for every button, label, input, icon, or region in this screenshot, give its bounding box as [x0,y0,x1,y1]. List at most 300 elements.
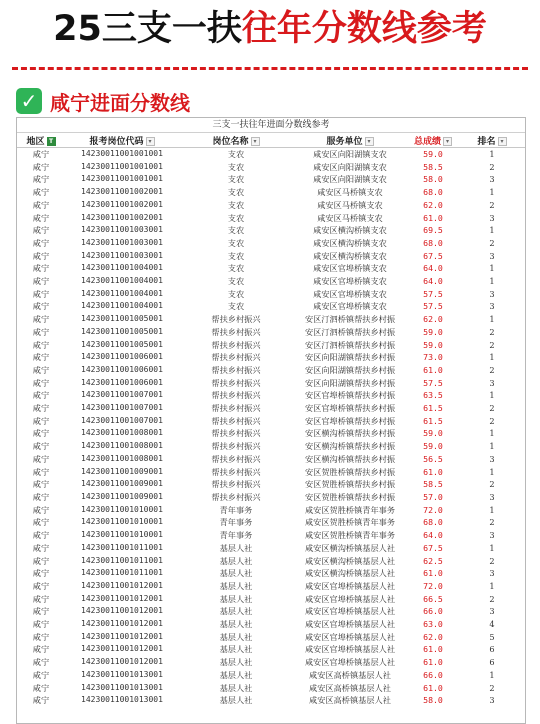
cell-region[interactable]: 咸宁 [32,415,50,426]
cell-region[interactable]: 咸宁 [32,555,50,566]
cell-score[interactable]: 72.0 [423,580,443,591]
cell-score[interactable]: 72.0 [423,504,443,515]
cell-rank[interactable]: 3 [489,606,495,617]
cell-region[interactable]: 咸宁 [32,250,50,261]
cell-region[interactable]: 咸宁 [32,504,50,515]
cell-region[interactable]: 咸宁 [32,288,50,299]
cell-position[interactable]: 基层人社 [219,580,253,591]
cell-code[interactable]: 14230011001001001 [81,149,163,158]
cell-rank[interactable]: 2 [489,326,495,337]
cell-position[interactable]: 帮扶乡村振兴 [211,491,261,502]
table-row [17,682,525,695]
cell-position[interactable]: 支农 [227,149,245,159]
cell-rank[interactable]: 1 [489,149,495,159]
table-row [17,567,525,580]
cell-code[interactable]: 14230011001006001 [81,364,163,374]
cell-unit[interactable]: 咸安区向阳湖镇支农 [313,149,387,159]
cell-unit[interactable]: 咸安区马桥镇支农 [317,187,383,198]
cell-rank[interactable]: 2 [489,415,495,426]
cell-region[interactable]: 咸宁 [32,669,50,680]
cell-position[interactable]: 青年事务 [219,530,253,541]
cell-region[interactable]: 咸宁 [32,377,50,388]
cell-unit[interactable]: 咸安区马桥镇支农 [317,199,383,210]
cell-score[interactable]: 61.0 [423,644,443,655]
cell-rank[interactable]: 3 [489,530,495,541]
cell-code[interactable]: 14230011001004001 [81,288,163,298]
cell-code[interactable]: 14230011001003001 [81,250,163,260]
filter-icon[interactable]: T [47,137,56,146]
table-row [17,339,525,352]
cell-position[interactable]: 基层人社 [219,631,253,642]
cell-rank[interactable]: 1 [489,580,495,591]
cell-code[interactable]: 14230011001012001 [81,606,163,616]
cell-code[interactable]: 14230011001005001 [81,314,163,324]
cell-unit[interactable]: 咸安区高桥镇基层人社 [309,682,391,693]
cell-position[interactable]: 青年事务 [219,504,253,515]
cell-code[interactable]: 14230011001007001 [81,403,163,413]
cell-region[interactable]: 咸宁 [32,453,50,464]
cell-rank[interactable]: 3 [489,288,495,299]
cell-code[interactable]: 14230011001007001 [81,415,163,425]
cell-code[interactable]: 14230011001005001 [81,326,163,336]
cell-score[interactable]: 58.0 [423,174,443,185]
cell-score[interactable]: 73.0 [423,352,443,363]
cell-unit[interactable]: 安区官埠桥镇帮扶乡村振 [304,415,396,426]
cell-score[interactable]: 63.5 [423,390,443,401]
cell-position[interactable]: 帮扶乡村振兴 [211,403,261,414]
cell-unit[interactable]: 安区贺胜桥镇帮扶乡村振 [304,466,396,477]
cell-region[interactable]: 咸宁 [32,479,50,490]
cell-unit[interactable]: 安区贺胜桥镇帮扶乡村振 [304,491,396,502]
cell-position[interactable]: 支农 [227,212,245,223]
cell-region[interactable]: 咸宁 [32,593,50,604]
cell-unit[interactable]: 咸安区官埠桥镇基层人社 [304,580,396,591]
cell-unit[interactable]: 安区向阳湖镇帮扶乡村振 [304,377,396,388]
table-row [17,212,525,225]
cell-rank[interactable]: 1 [489,542,495,553]
cell-unit[interactable]: 咸安区高桥镇基层人社 [309,695,391,706]
cell-position[interactable]: 支农 [227,301,245,312]
cell-score[interactable]: 68.0 [423,187,443,198]
cell-unit[interactable]: 咸安区官埠桥镇基层人社 [304,593,396,604]
cell-unit[interactable]: 咸安区官埠桥镇支农 [313,301,387,312]
cell-score[interactable]: 61.0 [423,568,443,579]
cell-score[interactable]: 56.5 [423,453,443,464]
cell-code[interactable]: 14230011001011001 [81,542,163,552]
cell-position[interactable]: 帮扶乡村振兴 [211,466,261,477]
cell-score[interactable]: 57.0 [423,491,443,502]
column-header-unit[interactable] [293,133,407,148]
cell-unit[interactable]: 咸安区官埠桥镇基层人社 [304,631,396,642]
cell-region[interactable]: 咸宁 [32,568,50,579]
cell-rank[interactable]: 6 [489,657,495,668]
cell-code[interactable]: 14230011001003001 [81,237,163,247]
cell-score[interactable]: 57.5 [423,301,443,312]
cell-position[interactable]: 帮扶乡村振兴 [211,415,261,426]
cell-unit[interactable]: 安区横沟桥镇帮扶乡村振 [304,441,396,452]
cell-unit[interactable]: 咸安区官埠桥镇基层人社 [304,619,396,630]
dropdown-arrow-icon[interactable]: ▾ [365,137,374,146]
table-row [17,224,525,237]
cell-score[interactable]: 67.5 [423,250,443,261]
cell-position[interactable]: 帮扶乡村振兴 [211,377,261,388]
cell-region[interactable]: 咸宁 [32,174,50,185]
cell-region[interactable]: 咸宁 [32,199,50,210]
cell-region[interactable]: 咸宁 [32,301,50,312]
cell-score[interactable]: 61.0 [423,212,443,223]
cell-rank[interactable]: 3 [489,377,495,388]
cell-rank[interactable]: 3 [489,212,495,223]
cell-position[interactable]: 基层人社 [219,606,253,617]
cell-unit[interactable]: 咸安区横沟桥镇基层人社 [304,555,396,566]
table-row [17,161,525,174]
cell-unit[interactable]: 安区向阳湖镇帮扶乡村振 [304,352,396,363]
cell-region[interactable]: 咸宁 [32,149,50,159]
column-header-rank[interactable] [459,133,525,148]
cell-score[interactable]: 61.0 [423,657,443,668]
table-row [17,427,525,440]
cell-region[interactable]: 咸宁 [32,352,50,363]
cell-rank[interactable]: 2 [489,161,495,172]
cell-score[interactable]: 69.5 [423,225,443,236]
cell-code[interactable]: 14230011001010001 [81,530,163,540]
table-row [17,313,525,326]
cell-score[interactable]: 58.5 [423,161,443,172]
cell-region[interactable]: 咸宁 [32,326,50,337]
cell-region[interactable]: 咸宁 [32,695,50,706]
cell-region[interactable]: 咸宁 [32,390,50,401]
cell-unit[interactable]: 安区汀泗桥镇帮扶乡村振 [304,314,396,325]
cell-rank[interactable]: 2 [489,517,495,528]
table-row [17,275,525,288]
cell-rank[interactable]: 3 [489,250,495,261]
cell-rank[interactable]: 3 [489,174,495,185]
cell-position[interactable]: 青年事务 [219,517,253,528]
cell-position[interactable]: 帮扶乡村振兴 [211,314,261,325]
cell-code[interactable]: 14230011001009001 [81,491,163,501]
cell-region[interactable]: 咸宁 [32,263,50,274]
cell-code[interactable]: 14230011001011001 [81,555,163,565]
cell-rank[interactable]: 2 [489,479,495,490]
cell-code[interactable]: 14230011001011001 [81,568,163,578]
cell-unit[interactable]: 咸安区官埠桥镇基层人社 [304,606,396,617]
cell-score[interactable]: 62.0 [423,314,443,325]
cell-rank[interactable]: 2 [489,555,495,566]
cell-region[interactable]: 咸宁 [32,657,50,668]
cell-position[interactable]: 支农 [227,187,245,198]
dropdown-arrow-icon[interactable]: ▾ [146,137,155,146]
cell-region[interactable]: 咸宁 [32,187,50,198]
cell-code[interactable]: 14230011001012001 [81,580,163,590]
cell-region[interactable]: 咸宁 [32,314,50,325]
cell-code[interactable]: 14230011001012001 [81,644,163,654]
cell-code[interactable]: 14230011001009001 [81,479,163,489]
cell-rank[interactable]: 1 [489,225,495,236]
column-header-position[interactable] [179,133,293,148]
cell-rank[interactable]: 1 [489,352,495,363]
cell-code[interactable]: 14230011001010001 [81,517,163,527]
cell-unit[interactable]: 安区横沟桥镇帮扶乡村振 [304,453,396,464]
cell-position[interactable]: 支农 [227,237,245,248]
cell-position[interactable]: 支农 [227,161,245,172]
table-row [17,694,525,707]
cell-code[interactable]: 14230011001004001 [81,276,163,286]
cell-position[interactable]: 基层人社 [219,669,253,680]
cell-score[interactable]: 68.0 [423,517,443,528]
cell-unit[interactable]: 咸安区横沟桥镇支农 [313,225,387,236]
cell-rank[interactable]: 2 [489,339,495,350]
cell-code[interactable]: 14230011001009001 [81,466,163,476]
cell-unit[interactable]: 安区贺胜桥镇帮扶乡村振 [304,479,396,490]
cell-score[interactable]: 64.0 [423,276,443,287]
cell-position[interactable]: 帮扶乡村振兴 [211,390,261,401]
cell-position[interactable]: 帮扶乡村振兴 [211,339,261,350]
cell-score[interactable]: 64.0 [423,263,443,274]
column-header-label: 岗位名称 [212,136,249,147]
cell-code[interactable]: 14230011001013001 [81,695,163,705]
table-row [17,478,525,491]
cell-code[interactable]: 14230011001002001 [81,187,163,197]
cell-position[interactable]: 支农 [227,263,245,274]
cell-score[interactable]: 59.0 [423,149,443,159]
cell-rank[interactable]: 3 [489,301,495,312]
cell-rank[interactable]: 1 [489,314,495,325]
cell-region[interactable]: 咸宁 [32,682,50,693]
cell-score[interactable]: 59.0 [423,441,443,452]
cell-position[interactable]: 基层人社 [219,619,253,630]
cell-region[interactable]: 咸宁 [32,403,50,414]
table-row [17,542,525,555]
cell-code[interactable]: 14230011001006001 [81,377,163,387]
cell-position[interactable]: 支农 [227,199,245,210]
cell-rank[interactable]: 3 [489,453,495,464]
cell-code[interactable]: 14230011001002001 [81,199,163,209]
cell-unit[interactable]: 安区官埠桥镇帮扶乡村振 [304,403,396,414]
cell-rank[interactable]: 1 [489,504,495,515]
cell-code[interactable]: 14230011001012001 [81,619,163,629]
dropdown-arrow-icon[interactable]: ▾ [443,137,452,146]
cell-position[interactable]: 帮扶乡村振兴 [211,364,261,375]
table-row [17,631,525,644]
cell-code[interactable]: 14230011001001001 [81,161,163,171]
cell-score[interactable]: 68.0 [423,237,443,248]
cell-position[interactable]: 帮扶乡村振兴 [211,326,261,337]
cell-region[interactable]: 咸宁 [32,466,50,477]
cell-position[interactable]: 帮扶乡村振兴 [211,479,261,490]
cell-unit[interactable]: 咸安区贺胜桥镇青年事务 [304,504,396,515]
cell-code[interactable]: 14230011001004001 [81,301,163,311]
cell-region[interactable]: 咸宁 [32,631,50,642]
cell-rank[interactable]: 1 [489,441,495,452]
cell-score[interactable]: 61.0 [423,682,443,693]
cell-score[interactable]: 59.0 [423,339,443,350]
table-row [17,504,525,517]
cell-position[interactable]: 支农 [227,174,245,185]
column-header-label: 总成绩 [413,136,441,147]
cell-position[interactable]: 帮扶乡村振兴 [211,441,261,452]
cell-unit[interactable]: 安区向阳湖镇帮扶乡村振 [304,364,396,375]
cell-unit[interactable]: 咸安区官埠桥镇基层人社 [304,644,396,655]
cell-code[interactable]: 14230011001013001 [81,682,163,692]
cell-code[interactable]: 14230011001005001 [81,339,163,349]
cell-region[interactable]: 咸宁 [32,441,50,452]
cell-rank[interactable]: 3 [489,491,495,502]
column-header-score[interactable] [407,133,459,148]
cell-score[interactable]: 61.0 [423,466,443,477]
cell-unit[interactable]: 咸安区官埠桥镇基层人社 [304,657,396,668]
cell-code[interactable]: 14230011001006001 [81,352,163,362]
cell-score[interactable]: 59.0 [423,428,443,439]
cell-score[interactable]: 62.0 [423,631,443,642]
dropdown-arrow-icon[interactable]: ▾ [498,137,507,146]
cell-rank[interactable]: 1 [489,428,495,439]
cell-position[interactable]: 支农 [227,225,245,236]
cell-unit[interactable]: 安区汀泗桥镇帮扶乡村振 [304,326,396,337]
cell-unit[interactable]: 咸安区横沟桥镇支农 [313,237,387,248]
table-row [17,453,525,466]
cell-score[interactable]: 57.5 [423,377,443,388]
cell-position[interactable]: 基层人社 [219,695,253,706]
cell-unit[interactable]: 咸安区官埠桥镇支农 [313,276,387,287]
cell-position[interactable]: 帮扶乡村振兴 [211,453,261,464]
cell-score[interactable]: 66.0 [423,669,443,680]
column-header-code[interactable] [65,133,179,148]
table-row [17,377,525,390]
cell-score[interactable]: 61.5 [423,415,443,426]
cell-region[interactable]: 咸宁 [32,428,50,439]
table-row [17,669,525,682]
cell-rank[interactable]: 1 [489,187,495,198]
cell-region[interactable]: 咸宁 [32,644,50,655]
cell-unit[interactable]: 咸安区横沟桥镇基层人社 [304,542,396,553]
cell-rank[interactable]: 1 [489,390,495,401]
cell-region[interactable]: 咸宁 [32,237,50,248]
cell-unit[interactable]: 咸安区马桥镇支农 [317,212,383,223]
cell-position[interactable]: 基层人社 [219,555,253,566]
sheet-caption: 三支一扶往年进面分数线参考 [17,118,525,133]
cell-score[interactable]: 58.5 [423,479,443,490]
cell-rank[interactable]: 4 [489,619,495,630]
cell-position[interactable]: 基层人社 [219,644,253,655]
column-header-region[interactable] [17,133,65,148]
cell-region[interactable]: 咸宁 [32,606,50,617]
cell-position[interactable]: 基层人社 [219,682,253,693]
cell-rank[interactable]: 2 [489,364,495,375]
cell-score[interactable]: 66.0 [423,606,443,617]
cell-region[interactable]: 咸宁 [32,225,50,236]
cell-code[interactable]: 14230011001008001 [81,441,163,451]
cell-score[interactable]: 62.5 [423,555,443,566]
cell-position[interactable]: 支农 [227,276,245,287]
cell-score[interactable]: 67.5 [423,542,443,553]
cell-code[interactable]: 14230011001003001 [81,225,163,235]
cell-region[interactable]: 咸宁 [32,530,50,541]
cell-code[interactable]: 14230011001010001 [81,504,163,514]
cell-code[interactable]: 14230011001002001 [81,212,163,222]
cell-unit[interactable]: 咸安区高桥镇基层人社 [309,669,391,680]
cell-score[interactable]: 61.0 [423,364,443,375]
cell-region[interactable]: 咸宁 [32,619,50,630]
cell-unit[interactable]: 咸安区横沟桥镇支农 [313,250,387,261]
cell-position[interactable]: 支农 [227,288,245,299]
cell-rank[interactable]: 2 [489,593,495,604]
cell-code[interactable]: 14230011001008001 [81,428,163,438]
cell-position[interactable]: 帮扶乡村振兴 [211,352,261,363]
cell-rank[interactable]: 2 [489,682,495,693]
cell-score[interactable]: 64.0 [423,530,443,541]
cell-code[interactable]: 14230011001007001 [81,390,163,400]
cell-code[interactable]: 14230011001008001 [81,453,163,463]
cell-rank[interactable]: 3 [489,695,495,706]
table-row [17,173,525,186]
cell-unit[interactable]: 咸安区贺胜桥镇青年事务 [304,517,396,528]
cell-rank[interactable]: 1 [489,263,495,274]
cell-rank[interactable]: 5 [489,631,495,642]
cell-code[interactable]: 14230011001004001 [81,263,163,273]
cell-code[interactable]: 14230011001012001 [81,657,163,667]
cell-code[interactable]: 14230011001013001 [81,669,163,679]
cell-rank[interactable]: 1 [489,669,495,680]
cell-region[interactable]: 咸宁 [32,212,50,223]
cell-rank[interactable]: 2 [489,403,495,414]
cell-region[interactable]: 咸宁 [32,161,50,172]
cell-unit[interactable]: 安区官埠桥镇帮扶乡村振 [304,390,396,401]
cell-code[interactable]: 14230011001012001 [81,593,163,603]
cell-position[interactable]: 基层人社 [219,593,253,604]
cell-region[interactable]: 咸宁 [32,339,50,350]
cell-rank[interactable]: 3 [489,568,495,579]
cell-unit[interactable]: 安区横沟桥镇帮扶乡村振 [304,428,396,439]
cell-region[interactable]: 咸宁 [32,276,50,287]
cell-unit[interactable]: 咸安区官埠桥镇支农 [313,263,387,274]
cell-score[interactable]: 59.0 [423,326,443,337]
cell-region[interactable]: 咸宁 [32,491,50,502]
cell-code[interactable]: 14230011001001001 [81,174,163,184]
cell-position[interactable]: 帮扶乡村振兴 [211,428,261,439]
cell-region[interactable]: 咸宁 [32,517,50,528]
cell-rank[interactable]: 2 [489,237,495,248]
cell-position[interactable]: 支农 [227,250,245,261]
cell-unit[interactable]: 咸安区向阳湖镇支农 [313,161,387,172]
cell-rank[interactable]: 1 [489,466,495,477]
cell-score[interactable]: 66.5 [423,593,443,604]
cell-rank[interactable]: 6 [489,644,495,655]
table-row [17,300,525,313]
cell-unit[interactable]: 咸安区贺胜桥镇青年事务 [304,530,396,541]
dropdown-arrow-icon[interactable]: ▾ [251,137,260,146]
cell-unit[interactable]: 咸安区向阳湖镇支农 [313,174,387,185]
cell-position[interactable]: 基层人社 [219,542,253,553]
cell-position[interactable]: 基层人社 [219,657,253,668]
cell-score[interactable]: 57.5 [423,288,443,299]
cell-score[interactable]: 62.0 [423,199,443,210]
cell-rank[interactable]: 2 [489,199,495,210]
cell-code[interactable]: 14230011001012001 [81,631,163,641]
cell-region[interactable]: 咸宁 [32,364,50,375]
cell-unit[interactable]: 咸安区官埠桥镇支农 [313,288,387,299]
cell-score[interactable]: 61.5 [423,403,443,414]
cell-score[interactable]: 58.0 [423,695,443,706]
cell-score[interactable]: 63.0 [423,619,443,630]
table-row [17,148,525,161]
cell-unit[interactable]: 咸安区横沟桥镇基层人社 [304,568,396,579]
cell-unit[interactable]: 安区汀泗桥镇帮扶乡村振 [304,339,396,350]
cell-position[interactable]: 基层人社 [219,568,253,579]
cell-rank[interactable]: 1 [489,276,495,287]
section-header [16,86,190,116]
cell-region[interactable]: 咸宁 [32,580,50,591]
cell-region[interactable]: 咸宁 [32,542,50,553]
